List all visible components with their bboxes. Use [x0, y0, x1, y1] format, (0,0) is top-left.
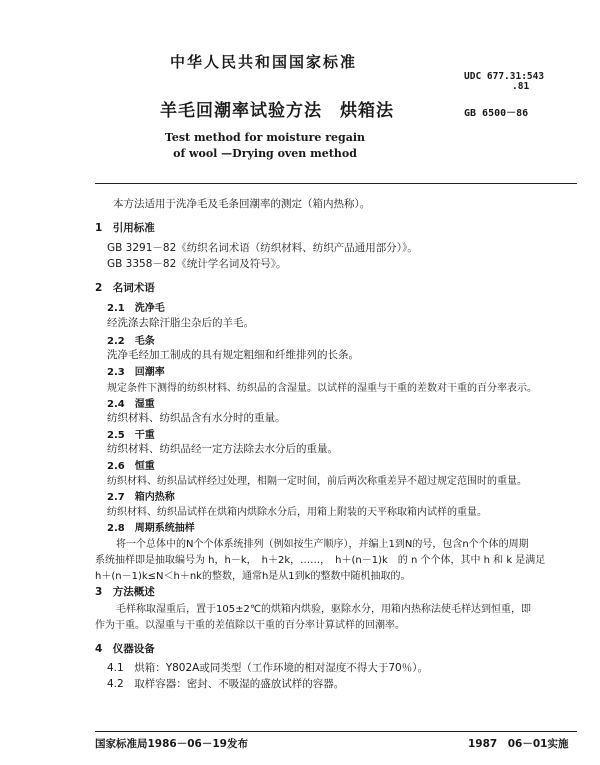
gb-code: GB 6500－86	[464, 108, 529, 119]
term-2-2-title: 2.2 毛条	[107, 336, 155, 347]
term-2-4-def: 纺织材料、纺织品含有水分时的重量。	[107, 412, 286, 424]
term-2-1-title: 2.1 洗净毛	[107, 303, 165, 314]
section-4-title: 4 仪器设备	[95, 643, 155, 655]
reference-2: GB 3358－82《统计学名词及符号》。	[107, 258, 287, 270]
term-2-5-def: 纺织材料、纺织品经一定方法除去水分后的重量。	[107, 443, 338, 455]
item-4-2: 4.2 取样容器：密封、不吸湿的盛放试样的容器。	[107, 678, 345, 690]
section-2-title: 2 名词术语	[95, 282, 155, 294]
term-2-2-def: 洗净毛经加工制成的具有规定粗细和纤维排列的长条。	[107, 349, 359, 361]
document-title: 羊毛回潮率试验方法 烘箱法	[160, 101, 394, 121]
footer-divider	[95, 731, 577, 732]
item-4-1: 4.1 烘箱：Y802A或同类型（工作环境的相对湿度不得大于70％）。	[107, 662, 428, 674]
intro-text: 本方法适用于洗净毛及毛条回潮率的测定（箱内热称）。	[113, 198, 371, 210]
header-divider	[95, 183, 577, 184]
issue-date: 国家标准局1986－06－19发布	[95, 738, 248, 750]
term-2-4-title: 2.4 湿重	[107, 399, 155, 410]
term-2-8-def-line-3: h＋(n－1)k≤N＜h＋nk的整数，通常h是从1到k的整数中随机抽取的。	[95, 571, 411, 582]
effective-date: 1987 06－01实施	[468, 738, 569, 750]
term-2-7-title: 2.7 箱内热称	[107, 492, 175, 503]
udc-line-1: UDC 677.31:543	[464, 71, 545, 82]
english-title-line-1: Test method for moisture regain	[164, 131, 366, 144]
term-2-3-title: 2.3 回潮率	[107, 367, 165, 378]
section-3-title: 3 方法概述	[95, 586, 155, 598]
udc-code	[464, 72, 544, 92]
english-title-line-2: of wool —Drying oven method	[173, 147, 357, 160]
section-3-text-line-2: 作为干重。以湿重与干重的差值除以干重的百分率计算试样的回潮率。	[95, 620, 405, 631]
term-2-8-def-line-2: 系统抽样即是抽取编号为 h，h－k， h＋2k，……， h＋(n－1)k 的 n 个个体，其中 h 和 k 是满足	[95, 555, 546, 566]
term-2-7-def: 纺织材料、纺织品试样在烘箱内烘除水分后，用箱上附装的天平称取箱内试样的重量。	[107, 507, 487, 518]
term-2-5-title: 2.5 干重	[107, 430, 155, 441]
term-2-8-def-line-1: 将一个总体中的N个个体系统排列（例如按生产顺序），并编上1到N的号，包含n个个体的周期	[116, 539, 529, 550]
section-3-text-line-1: 毛样称取湿重后，置于105±2℃的烘箱内烘验，驱除水分，用箱内热称法使毛样达到恒重，即	[116, 604, 532, 615]
term-2-8-title: 2.8 周期系统抽样	[107, 523, 195, 534]
udc-line-2: .81	[512, 81, 530, 92]
english-title	[150, 130, 380, 162]
reference-1: GB 3291－82《纺织名词术语（纺织材料、纺织产品通用部分）》。	[107, 242, 418, 254]
term-2-6-def: 纺织材料、纺织品试样经过处理，相隔一定时间，前后两次称重差异不超过规定范围时的重量。	[107, 476, 527, 487]
section-1-title: 1 引用标准	[95, 222, 155, 234]
term-2-6-title: 2.6 恒重	[107, 461, 155, 472]
term-2-3-def: 规定条件下测得的纺织材料、纺织品的含湿量。以试样的湿重与干重的差数对干重的百分率表示。	[107, 383, 537, 394]
term-2-1-def: 经洗涤去除汗脂尘杂后的羊毛。	[107, 317, 254, 329]
standard-title: 中华人民共和国国家标准	[170, 53, 358, 71]
